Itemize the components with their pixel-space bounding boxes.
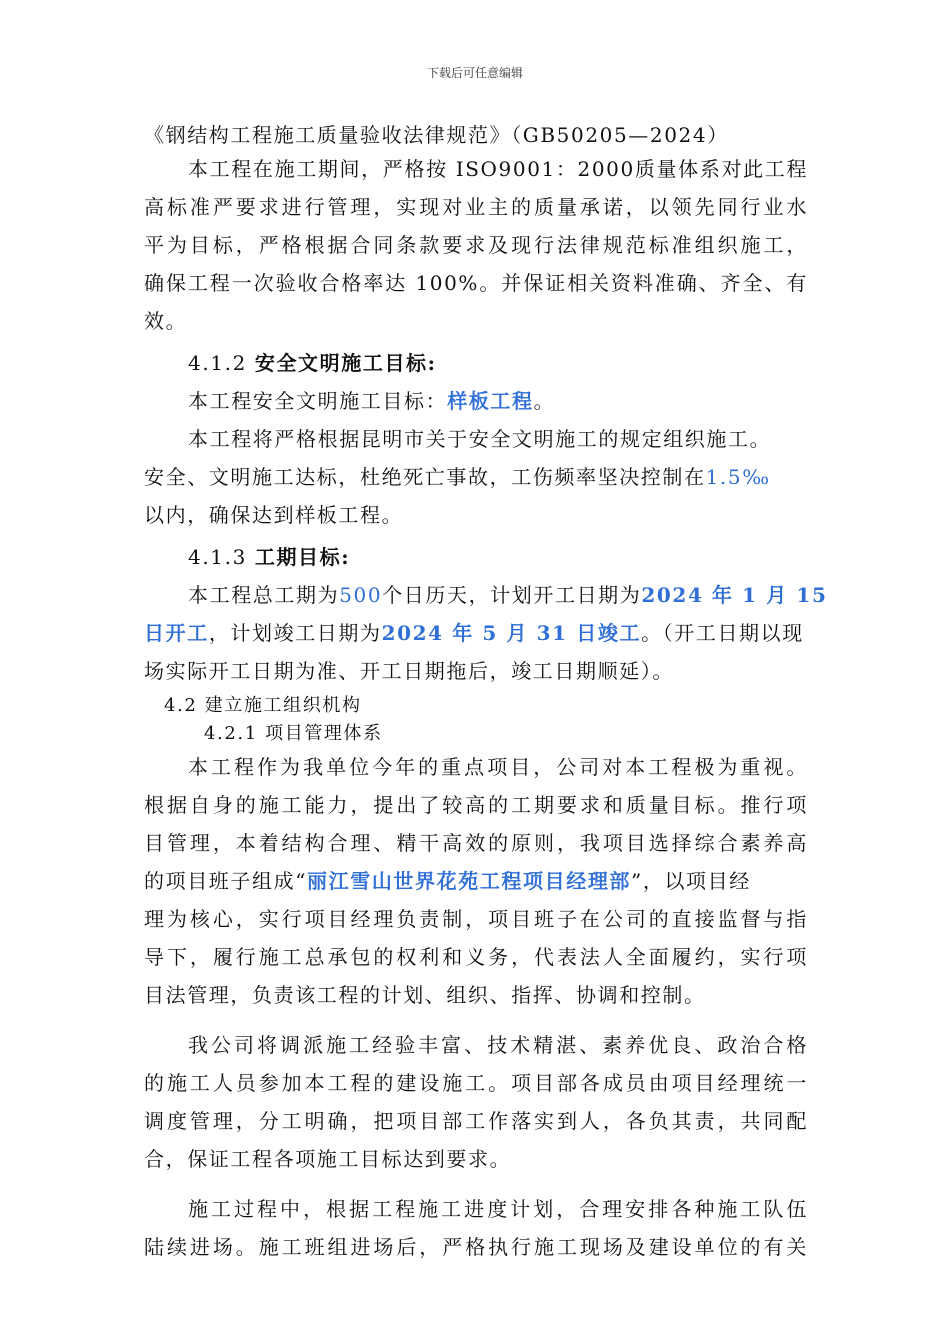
paragraph-line: 高标准严要求进行管理，实现对业主的质量承诺，以领先同行业水 — [144, 195, 808, 219]
section-heading-4-2: 4.2 建立施工组织机构 — [164, 695, 362, 716]
paragraph-line: 我公司将调派施工经验丰富、技术精湛、素养优良、政治合格 — [188, 1033, 808, 1057]
document-body — [144, 120, 828, 1266]
team-prefix: 的项目班子组成“ — [144, 869, 308, 893]
paragraph-line: 本工程在施工期间，严格按 ISO9001：2000质量体系对此工程 — [188, 157, 808, 181]
paragraph-line: 目管理，本着结构合理、精干高效的原则，我项目选择综合素养高 — [144, 831, 808, 855]
total-days: 500 — [339, 583, 383, 607]
start-date-part2: 日开工 — [144, 621, 209, 645]
start-date-part1: 2024 年 1 月 15 — [641, 583, 828, 607]
schedule-text: ，计划竣工日期为 — [208, 621, 382, 645]
safety-goal-value: 样板工程 — [447, 389, 534, 413]
safety-goal-prefix: 本工程安全文明施工目标： — [188, 389, 448, 413]
section-heading-4-2-1: 4.2.1 项目管理体系 — [204, 723, 383, 744]
paragraph-line: 效。 — [144, 309, 188, 333]
schedule-text: 本工程总工期为 — [188, 583, 340, 607]
paragraph-line: 平为目标，严格根据合同条款要求及现行法律规范标准组织施工， — [144, 233, 808, 257]
team-suffix: ”，以项目经 — [631, 869, 751, 893]
paragraph-line: 调度管理，分工明确，把项目部工作落实到人，各负其责，共同配 — [144, 1109, 808, 1133]
paragraph-line: 场实际开工日期为准、开工日期拖后，竣工日期顺延）。 — [144, 659, 674, 683]
page-header-note: 下载后可任意编辑 — [426, 66, 523, 80]
end-date: 2024 年 5 月 31 日竣工 — [381, 621, 642, 645]
paragraph-line: 合，保证工程各项施工目标达到要求。 — [144, 1147, 512, 1171]
schedule-line — [144, 614, 808, 652]
schedule-text: 。（开工日期以现 — [641, 621, 804, 645]
section-heading-4-1-2 — [144, 344, 808, 382]
paragraph-line: 陆续进场。施工班组进场后，严格执行施工现场及建设单位的有关 — [144, 1235, 808, 1259]
section-number: 4.1.3 — [188, 545, 247, 569]
section-heading-4-1-3 — [144, 538, 808, 576]
paragraph-line — [144, 458, 808, 496]
section-title: 安全文明施工目标: — [254, 351, 437, 375]
section-title: 工期目标: — [254, 545, 351, 569]
paragraph-line: 理为核心，实行项目经理负责制，项目班子在公司的直接监督与指 — [144, 907, 808, 931]
schedule-line — [144, 576, 828, 614]
paragraph-line: 以内，确保达到样板工程。 — [144, 503, 404, 527]
paragraph-line: 根据自身的施工能力，提出了较高的工期要求和质量目标。推行项 — [144, 793, 808, 817]
injury-rate-prefix: 安全、文明施工达标，杜绝死亡事故，工伤频率坚决控制在 — [144, 465, 706, 489]
safety-goal-line — [144, 382, 808, 420]
paragraph-line: 的施工人员参加本工程的建设施工。项目部各成员由项目经理统一 — [144, 1071, 808, 1095]
paragraph-line: 本工程作为我单位今年的重点项目，公司对本工程极为重视。 — [188, 755, 808, 779]
paragraph-line: 施工过程中，根据工程施工进度计划，合理安排各种施工队伍 — [188, 1197, 808, 1221]
section-number: 4.1.2 — [188, 351, 247, 375]
paragraph-line: 确保工程一次验收合格率达 100%。并保证相关资料准确、齐全、有 — [144, 271, 808, 295]
paragraph-line: 导下，履行施工总承包的权利和义务，代表法人全面履约，实行项 — [144, 945, 808, 969]
paragraph-line: 目法管理，负责该工程的计划、组织、指挥、协调和控制。 — [144, 983, 706, 1007]
project-team-name: 丽江雪山世界花苑工程项目经理部 — [307, 869, 632, 893]
paragraph-line: 本工程将严格根据昆明市关于安全文明施工的规定组织施工。 — [188, 427, 772, 451]
paragraph-line — [144, 862, 808, 900]
safety-goal-suffix: 。 — [533, 389, 556, 413]
schedule-text: 个日历天，计划开工日期为 — [382, 583, 642, 607]
standard-reference: 《钢结构工程施工质量验收法律规范》（GB50205—2024） — [144, 123, 729, 147]
injury-rate-value: 1.5‰ — [705, 465, 771, 489]
